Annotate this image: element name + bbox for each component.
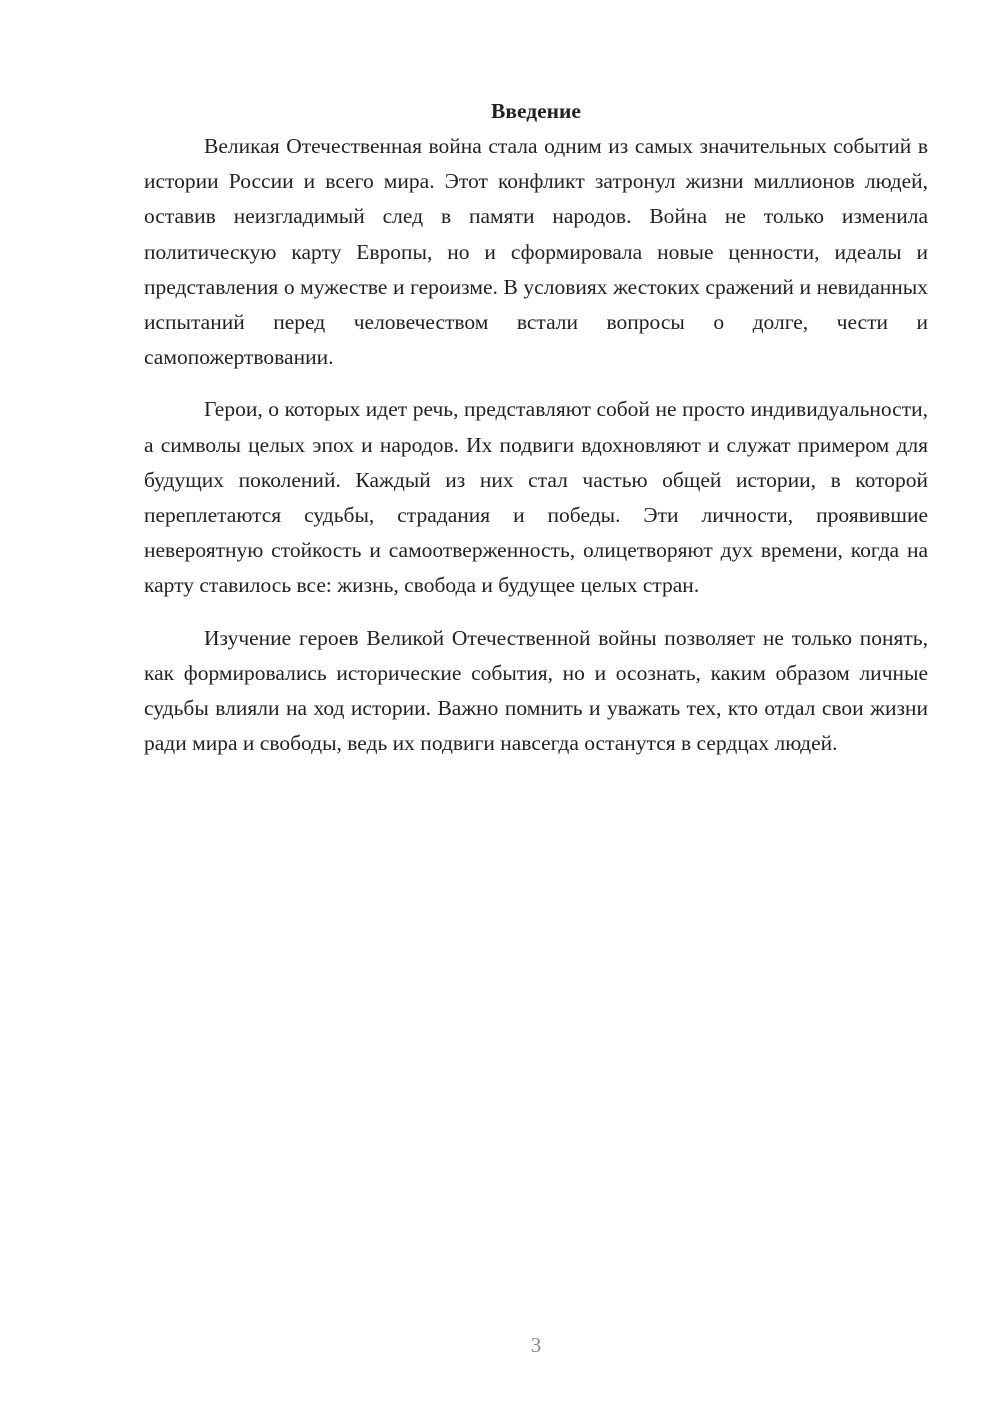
paragraph-3: Изучение героев Великой Отечественной войны позволяет не только понять, как формировались исторические события, но и осознать, каким образом личные судьбы влияли на ход истории. Важно помнить и уважать тех, кто отдал свои жизни ради мира и свободы, ведь их подвиги навсегда останутся в сердцах людей.: [144, 625, 928, 756]
page-number: 3: [530, 1333, 542, 1357]
paragraph-2: Герои, о которых идет речь, представляют собой не просто индивидуальности, а символы целых эпох и народов. Их подвиги вдохновляют и служат примером для будущих поколений. Каждый из них стал частью общей истории, в которой переплетаются судьбы, страдания и победы. Эти личности, проявившие невероятную стойкость и самоотверженность, олицетворяют дух времени, когда на карту ставилось все: жизнь, свобода и будущее целых стран.: [144, 397, 928, 598]
section-title: Введение: [491, 99, 581, 123]
paragraph-1: Великая Отечественная война стала одним из самых значительных событий в истории России и всего мира. Этот конфликт затронул жизни миллионов людей, оставив неизгладимый след в памяти народов. Война не только изменила политическую карту Европы, но и сформировала новые ценности, идеалы и представления о мужестве и героизме. В условиях жестоких сражений и невиданных испытаний перед человечеством встали вопросы о долге, чести и самопожертвовании.: [144, 134, 928, 370]
document-body: [144, 93, 928, 778]
